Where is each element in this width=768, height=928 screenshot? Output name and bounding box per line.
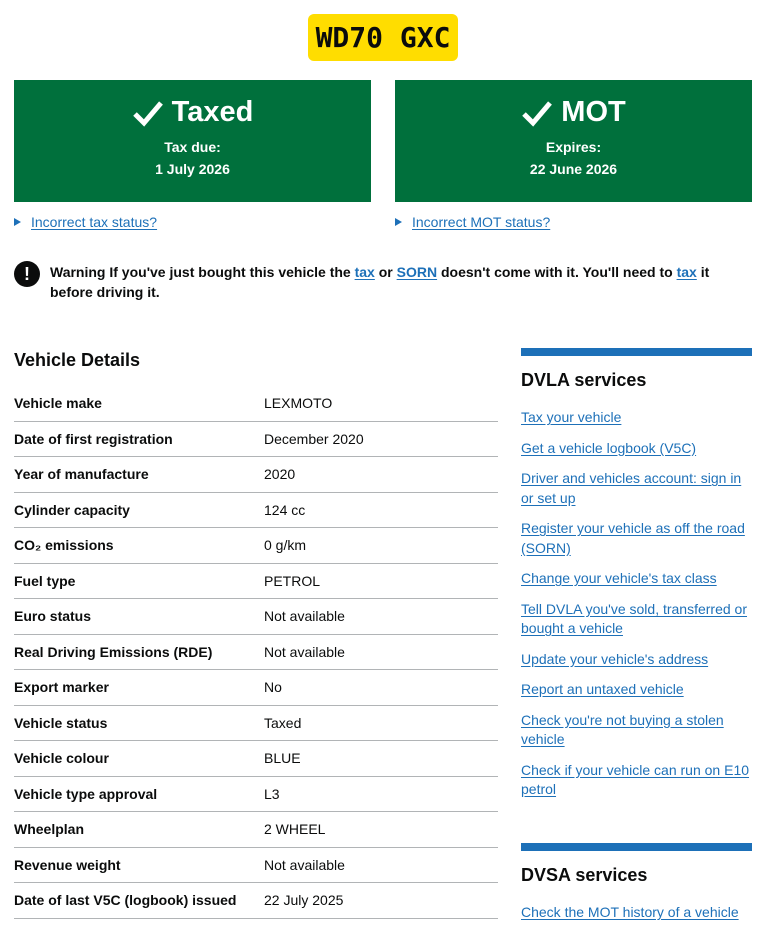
table-row [14, 599, 498, 635]
tax-due-date: 1 July 2026 [155, 161, 230, 177]
detail-key: Vehicle colour [14, 750, 109, 767]
tick-icon [521, 99, 553, 127]
table-row [14, 883, 498, 919]
detail-key: Euro status [14, 608, 92, 625]
tax-status-panel [14, 80, 371, 202]
tax-link-2[interactable]: tax [676, 264, 697, 280]
dvsa-services-panel [521, 843, 752, 928]
incorrect-mot-status-link[interactable]: Incorrect MOT status? [412, 214, 551, 230]
detail-value: Taxed [264, 714, 302, 731]
dvla-services-panel [521, 348, 752, 811]
dvla-service-link[interactable]: Register your vehicle as off the road (SORN) [521, 520, 745, 556]
detail-key: Vehicle make [14, 395, 102, 412]
table-row [14, 670, 498, 706]
table-row [14, 493, 498, 529]
warning-text-part: Warning If you've just bought this vehicle the [50, 264, 355, 280]
table-row [14, 777, 498, 813]
warning-notice [14, 262, 754, 302]
detail-value: PETROL [264, 572, 321, 589]
detail-value: Not available [264, 856, 345, 873]
dvla-services-list [521, 408, 752, 800]
incorrect-tax-status-toggle[interactable] [14, 214, 157, 230]
table-row [14, 528, 498, 564]
table-row [14, 564, 498, 600]
warning-text-part: or [374, 264, 397, 280]
dvsa-services-heading: DVSA services [521, 865, 648, 885]
detail-key: Year of manufacture [14, 466, 149, 483]
vehicle-details-heading: Vehicle Details [14, 350, 141, 370]
table-row [14, 706, 498, 742]
tax-due-label: Tax due: [164, 139, 221, 155]
detail-key: CO₂ emissions [14, 537, 114, 554]
table-row [14, 457, 498, 493]
detail-key: Export marker [14, 679, 109, 696]
detail-key: Date of first registration [14, 430, 173, 447]
table-row [14, 741, 498, 777]
table-row [14, 386, 498, 422]
caret-right-icon [395, 218, 402, 226]
warning-text-part: doesn't come with it. You'll need to [437, 264, 677, 280]
warning-text-part: it before driving it. [50, 264, 710, 300]
detail-value: BLUE [264, 750, 301, 767]
dvsa-services-list [521, 903, 752, 923]
dvla-service-link[interactable]: Tax your vehicle [521, 409, 622, 425]
dvla-service-link[interactable]: Report an untaxed vehicle [521, 681, 684, 697]
detail-value: December 2020 [264, 430, 364, 447]
mot-expires-date: 22 June 2026 [529, 161, 618, 177]
detail-key: Date of last V5C (logbook) issued [14, 892, 237, 909]
detail-value: No [264, 679, 282, 696]
detail-key: Fuel type [14, 572, 76, 589]
detail-key: Revenue weight [14, 856, 121, 873]
tax-link[interactable]: tax [354, 264, 375, 280]
dvla-services-heading: DVLA services [521, 370, 647, 390]
table-row [14, 812, 498, 848]
dvla-service-link[interactable]: Check if your vehicle can run on E10 petrol [521, 761, 750, 797]
detail-key: Cylinder capacity [14, 501, 130, 518]
mot-status-panel [395, 80, 752, 202]
tick-icon [132, 99, 164, 127]
table-row [14, 848, 498, 884]
detail-value: 2 WHEEL [264, 821, 326, 838]
detail-value: 124 cc [264, 501, 306, 518]
dvla-service-link[interactable]: Change your vehicle's tax class [521, 570, 717, 586]
detail-value: 2020 [264, 466, 296, 483]
detail-key: Vehicle status [14, 714, 108, 731]
detail-value: 0 g/km [264, 537, 307, 554]
tax-status-title: Taxed [171, 96, 254, 128]
mot-status-title: MOT [561, 96, 626, 128]
dvla-service-link[interactable]: Driver and vehicles account: sign in or set up [521, 470, 742, 506]
dvla-service-link[interactable]: Get a vehicle logbook (V5C) [521, 439, 697, 456]
incorrect-mot-status-toggle[interactable] [395, 214, 550, 230]
dvla-service-link[interactable]: Update your vehicle's address [521, 650, 709, 667]
detail-value: Not available [264, 643, 345, 660]
sorn-link[interactable]: SORN [396, 264, 438, 280]
detail-value: LEXMOTO [264, 395, 333, 412]
incorrect-tax-status-link[interactable]: Incorrect tax status? [31, 214, 158, 230]
detail-value: L3 [264, 785, 280, 802]
dvla-service-link[interactable]: Check you're not buying a stolen vehicle [521, 711, 724, 747]
dvsa-service-link[interactable]: Check the MOT history of a vehicle [521, 904, 739, 920]
detail-value: 22 July 2025 [264, 892, 344, 909]
registration-plate: WD70 GXC [308, 14, 458, 61]
detail-key: Real Driving Emissions (RDE) [14, 643, 213, 660]
warning-icon: ! [14, 261, 40, 287]
detail-value: Not available [264, 608, 345, 625]
table-row [14, 635, 498, 671]
warning-text [50, 262, 754, 302]
vehicle-details-table [14, 386, 498, 919]
detail-key: Wheelplan [14, 821, 85, 838]
table-row [14, 422, 498, 458]
caret-right-icon [14, 218, 21, 226]
dvla-service-link[interactable]: Tell DVLA you've sold, transferred or bought a vehicle [521, 600, 748, 636]
detail-key: Vehicle type approval [14, 785, 158, 802]
mot-expires-label: Expires: [545, 139, 602, 155]
